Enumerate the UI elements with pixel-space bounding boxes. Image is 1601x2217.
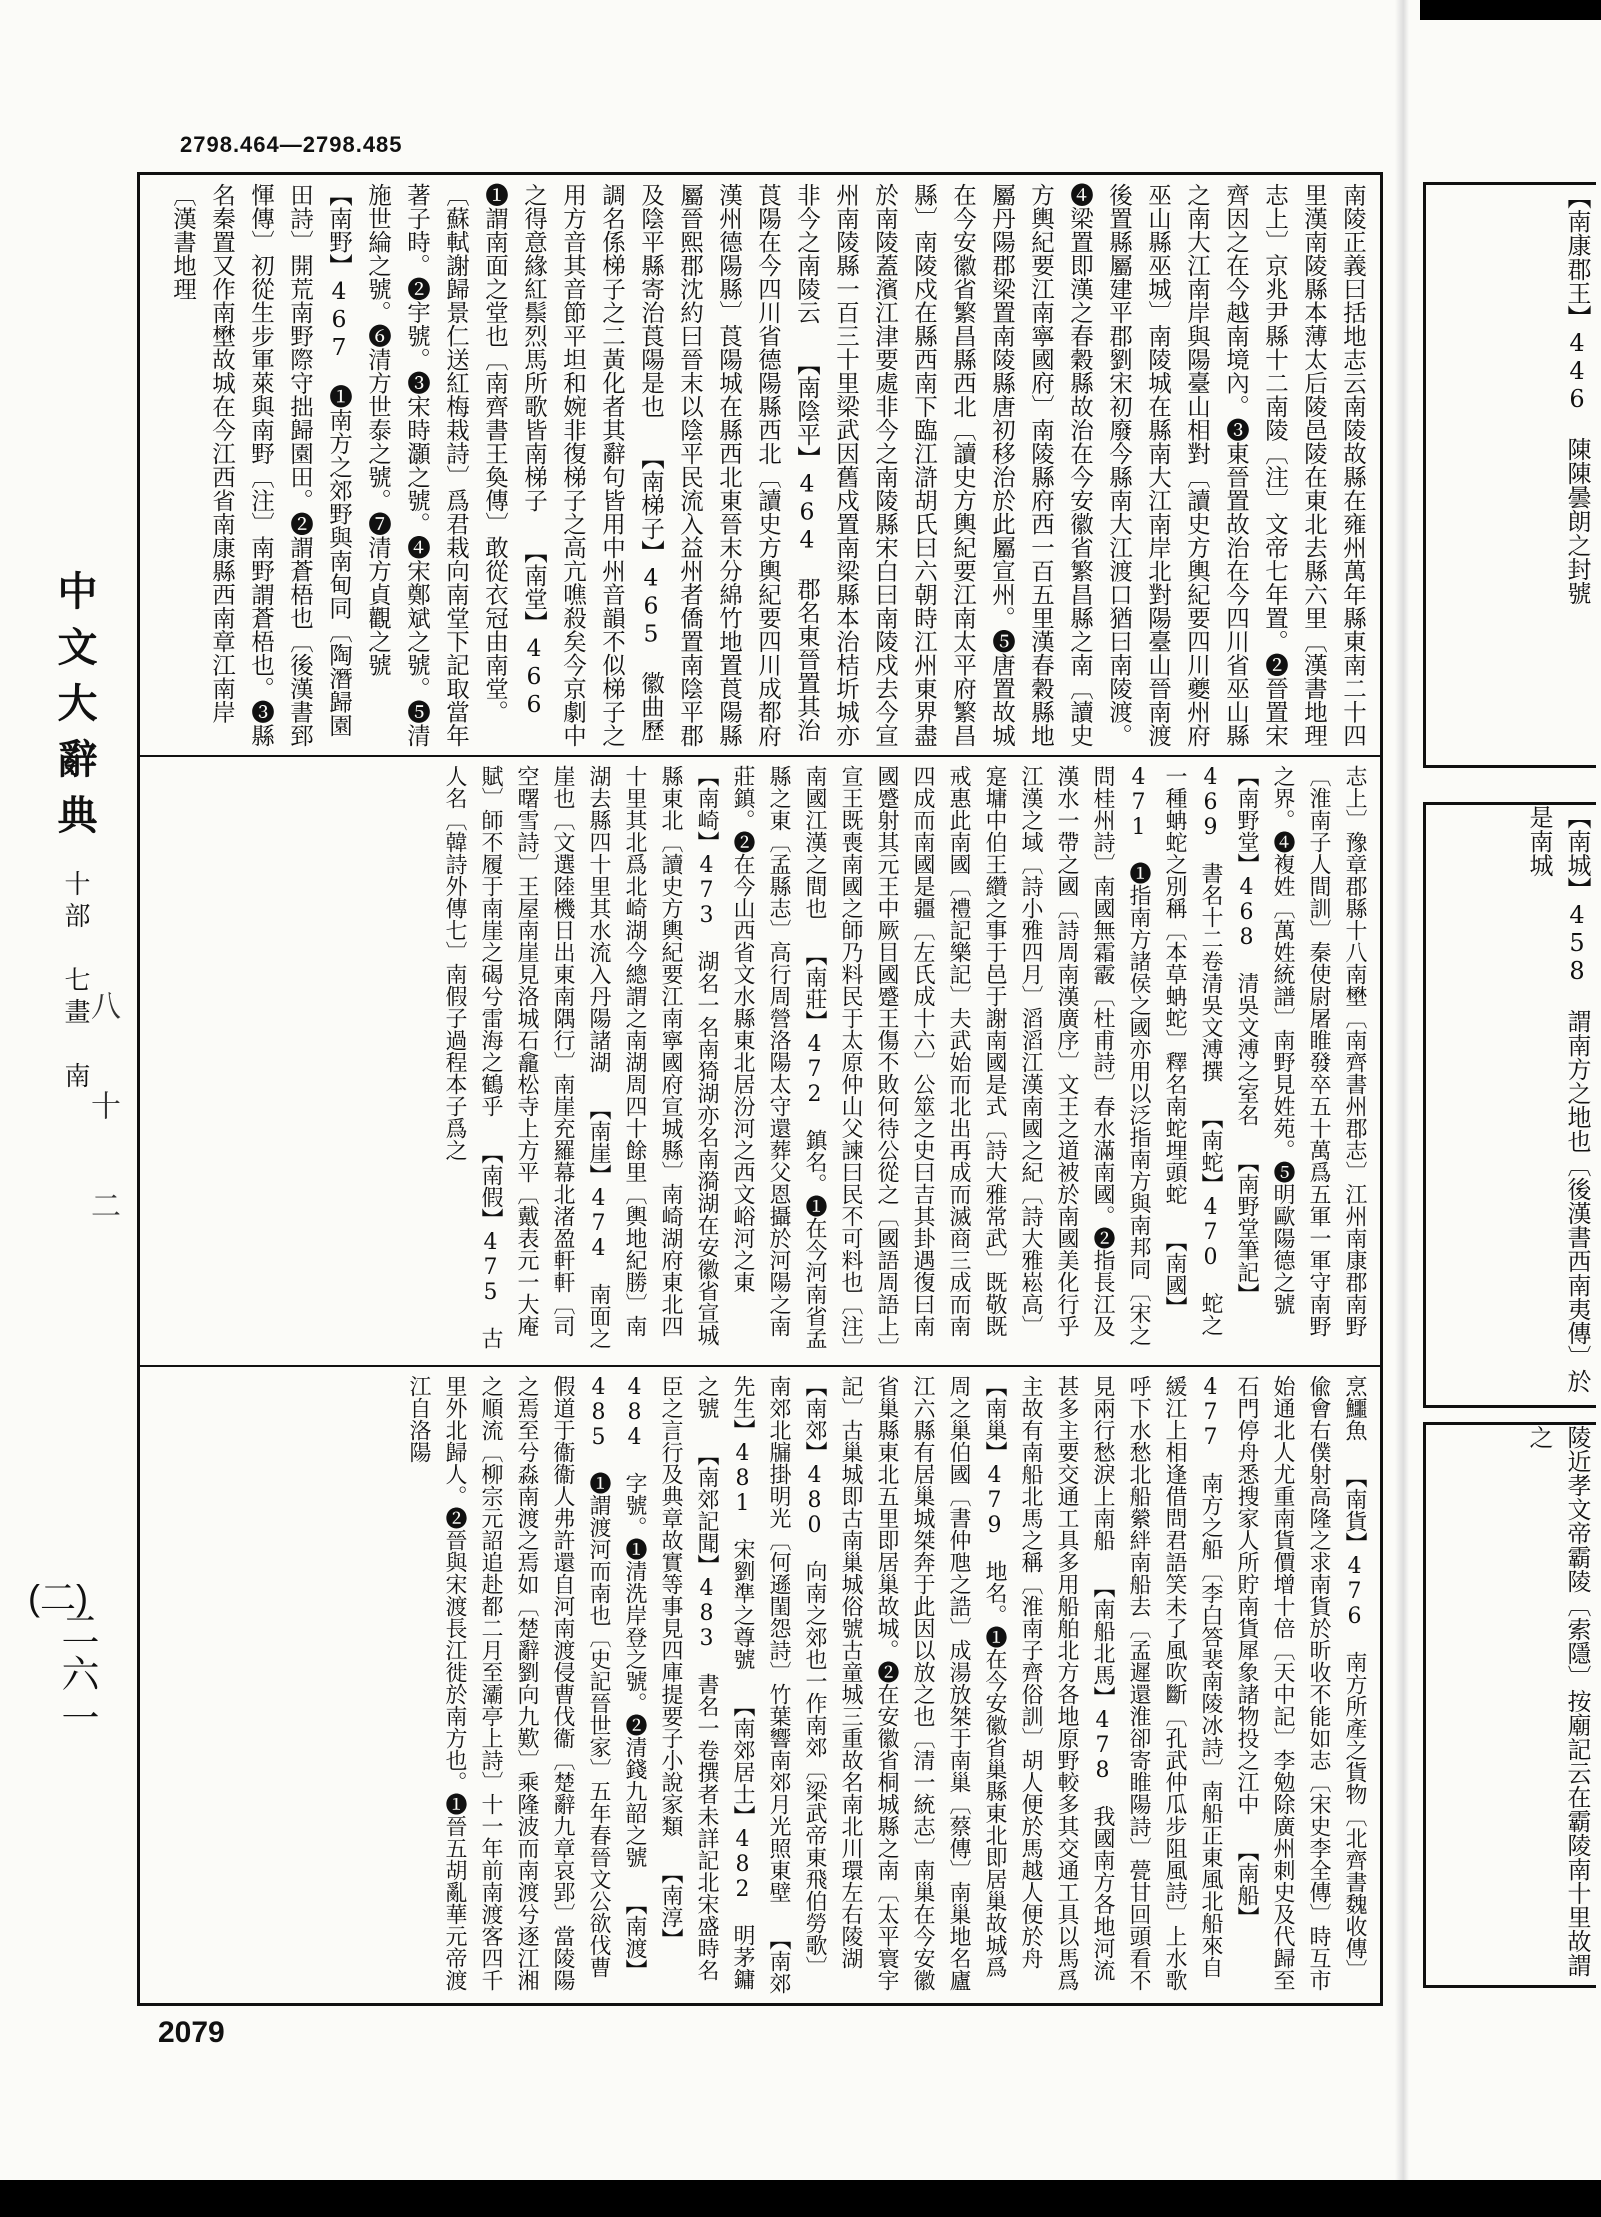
middle-block-text bbox=[148, 765, 1372, 1357]
facing-page-top bbox=[1423, 182, 1596, 768]
scan-corner-edge bbox=[1420, 0, 1601, 20]
entry-nanjiao-jiwen: 【南郊記聞】483 書名一卷撰者未詳記北宋盛時名臣之言行及典章故實等事見四庫提要子小說家類 bbox=[658, 1375, 719, 1981]
handwritten-note: 八 十 二 bbox=[85, 990, 120, 1240]
entry-nanye-cont: 志上〕豫章郡縣十八南壄〔南齊書州郡志〕江州南康郡南野〔淮南子人間訓〕秦使尉屠睢發卒五十萬爲五軍一軍守南野之界。❹複姓〔萬姓統譜〕南野見姓苑。❺明歐陽德之號 bbox=[1270, 765, 1367, 1337]
entry-nanchuan: 【南船】477 南方之船〔李白答裴南陵冰詩〕南船正東風北船來自緩江上相逢借問君語笑未了風吹斷〔孔武仲瓜步阻風詩〕上水歌呼下水愁北船縈絆南船去〔孟遲還淮卻寄睢陽詩〕甍甘回頭看不見兩行愁淚上南船 bbox=[1090, 1375, 1259, 1991]
main-text-frame bbox=[137, 172, 1383, 2006]
dictionary-title: 中文大辭典 bbox=[51, 570, 98, 850]
facing-page-middle bbox=[1423, 802, 1596, 1408]
bottom-block-text bbox=[148, 1375, 1372, 1995]
entry-nantizi: 【南梯子】465 徽曲歷調名係梯子之二黃化者其辭句皆用中州音韻不似梯子之用方音其音節平坦和婉非復梯子之高亢噍殺矣今京劇中之得意緣紅鬃烈馬所歌皆南梯子 bbox=[520, 183, 665, 747]
entry-nanjia-cont: 烹鱷魚 bbox=[1342, 1375, 1367, 1441]
entry-nanling-cont: 南陵正義曰括地志云南陵故縣在雍州萬年縣東南二十四里漢南陵縣本薄太后陵邑陵在東北去縣六里〔漢書地理志上〕京兆尹縣十二南陵〔注〕文帝七年置。❷晉置宋齊因之在今越南境內。❸東晉置故治在今四川省巫山縣之南大江南岸與陽臺山相對〔讀史方輿紀要四川夔州府巫山縣巫城〕南陵城在縣南大江南岸北對陽臺山晉南渡後置縣屬建平郡劉宋初廢今縣南大江渡口猶曰南陵渡。❹梁置即漢之春穀縣故治在今安徽省繁昌縣之南〔讀史方輿紀要江南寧國府〕南陵縣府西一百五里漢春穀縣地屬丹陽郡梁置南陵縣唐初移治於此屬宣州。❺唐置故城在今安徽省繁昌縣西北〔讀史方輿紀要江南太平府繁昌縣〕南陵戍在縣西南下臨江滸胡氏曰六朝時江州東界盡於南陵蓋濱江津要處非今之南陵縣宋白曰南陵戍去今宣州南陵縣一百三十里梁武因舊戍置南梁縣本治桔圻城亦非今之南陵云 bbox=[793, 183, 1367, 747]
entry-nanye: 【南野】467 ❶南方之郊野與南甸同〔陶潛歸園田詩〕開荒南野際守拙歸園田。❷謂蒼梧也〔後漢書郅惲傳〕初從生步軍萊與南野〔注〕南野謂蒼梧也。❸縣名秦置又作南壄故城在今江西省南康縣西南章江南岸〔漢書地理 bbox=[169, 183, 353, 747]
entry-nanyetang: 【南野堂】468 清吳文溥之室名 bbox=[1234, 765, 1259, 1126]
entry-nanjiao: 【南郊】480 向南之郊也一作南郊〔梁武帝東飛伯勞歌〕南郊北牖掛明光〔何遜閨怨詩〕竹葉響南郊月光照東壁 bbox=[766, 1375, 827, 1978]
entry-nanchuan-bema: 【南船北馬】478 我國南方各地河流甚多主要交通工具多用船舶北方各地原野較多其交通工具以馬爲主故有南船北馬之稱〔淮南子齊俗訓〕胡人便於馬越人便於舟 bbox=[1018, 1375, 1115, 1991]
entry-nanjiao-xiansheng: 【南郊先生】481 宋劉準之尊號 bbox=[730, 1375, 791, 1994]
facing-entry-continuation: 陵近孝文帝霸陵〔索隱〕按廟記云在霸陵南十里故謂之 bbox=[1525, 1425, 1591, 1977]
radical-stroke-label: 十部 七畫 南 bbox=[60, 870, 90, 1094]
entry-nanya: 【南崖】474 南面之崖也〔文選陸機日出東南隅行〕南崖充羅幕北渚盈軒軒〔司空曙雪詩〕王屋南崖見洛城石龕松寺上方平〔戴表元一大庵賦〕師不履于南崖之碣兮雷海之鶴乎 bbox=[478, 765, 611, 1349]
page-number: 2079 bbox=[158, 2016, 225, 2049]
entry-nanyetang-biji: 【南野堂筆記】469 書名十二卷清吳文溥撰 bbox=[1198, 765, 1259, 1305]
entry-nanjia: 【南假】475 古人名〔韓詩外傳七〕南假子過程本子爲之 bbox=[442, 765, 503, 1349]
facing-page-bottom bbox=[1423, 1422, 1596, 1988]
entry-nanchun: 【南淳】484 字號。❶清洗岸登之號。❷清錢九韶之號 bbox=[622, 1375, 683, 1950]
facing-entry-nankang-junwang: 【南康郡王】446 陳陳曇朗之封號 bbox=[1563, 185, 1591, 605]
page-fold-shadow bbox=[1395, 0, 1409, 2217]
facing-entry-nancheng: 【南城】458 謂南方之地也〔後漢書西南夷傳〕於是南城 bbox=[1525, 805, 1591, 1393]
entry-nanyinping: 【南陰平】464 郡名東晉置其治莨陽在今四川省德陽縣西北〔讀史方輿紀要四川成都府漢州德陽縣〕莨陽城在縣西北東晉末分綿竹地置莨陽縣屬晉熙郡沈約曰晉末以陰平民流入益州者僑置南陰平郡及陰平縣寄治莨陽是也 bbox=[637, 183, 821, 747]
entry-nanguo: 【南國】471 ❶指南方諸侯之國亦用以泛指南方與南邦同〔宋之問桂州詩〕南國無霜霰〔杜甫詩〕春水滿南國。❷指長江及漢水一帶之國〔詩周南漢廣序〕文王之道被於南國美化行乎江漢之域〔詩小雅四月〕滔滔江漢南國之紀〔詩大雅崧高〕寔墉中伯王纘之事于邑于謝南國是式〔詩大雅常武〕既敬既戒惠此南國〔禮記樂記〕夫武始而北出再成而滅商三成而南四成而南國是疆〔左氏成十六〕公筮之史曰吉其卦遇復曰南國蹙射其元王中厥目國蹙王傷不敗何待公從之〔國語周語上〕宣王既喪南國之師乃料民于太原仲山父諫曰民不可料也〔注〕南國江漢之間也 bbox=[802, 765, 1187, 1348]
entry-nanqi: 【南崎】473 湖名一名南猗湖亦名南漪湖在安徽省宣城縣東北〔讀史方輿紀要江南寧國府宣城縣〕南崎湖府東北四十里其北爲北崎湖今總謂之南湖周四十餘里〔輿地紀勝〕南湖去縣四十里其水流入丹陽諸湖 bbox=[586, 765, 719, 1346]
handwritten-volume-mark: (二) bbox=[28, 1577, 88, 1618]
scan-bottom-edge bbox=[0, 2180, 1601, 2217]
entry-nanzhuang: 【南莊】472 鎮名。❶在今河南省孟縣之東〔孟縣志〕高行周營洛陽太守還葬父恩攝於河陽之南莊鎮。❷在今山西省文水縣東北居汾河之西文峪河之東 bbox=[730, 765, 827, 1349]
top-block bbox=[140, 175, 1380, 755]
entry-nanjiao-jushi: 【南郊居士】482 明茅鏞之號 bbox=[694, 1375, 755, 1990]
entry-nandu: 【南渡】485 ❶謂渡河而南也〔史記晉世家〕五年春晉文公欲伐曹假道于衞衞人弗許還自河南渡侵曹伐衞〔楚辭九章哀郢〕當陵陽之焉至兮淼南渡之焉如〔楚辭劉向九歎〕乘隆波而南渡兮逐江湘之順流〔柳宗元詔追赴都二月至灞亭上詩〕十一年前南渡客四千里外北歸人。❷晉與宋渡長江徙於南方也。❶晉五胡亂華元帝渡江自洛陽 bbox=[406, 1375, 647, 1991]
volume-number: 二六一 bbox=[55, 1610, 99, 1742]
entry-nantang: 【南堂】466 ❶謂南面之堂也〔南齊書王奐傳〕敢從衣冠由南堂。〔蘇軾謝歸景仁送紅梅栽詩〕爲君栽向南堂下記取當年著子時。❷宇號。❸宋時灝之號。❹宋鄭斌之號。❺清施世綸之號。❻清方世泰之號。❼清方貞觀之號 bbox=[364, 183, 548, 747]
entry-nanshe: 【南蛇】470 蛇之一種蚺蛇之別稱〔本草蚺蛇〕釋名南蛇埋頭蛇 bbox=[1162, 765, 1223, 1336]
bottom-block bbox=[140, 1367, 1380, 2003]
entry-nanchao: 【南巢】479 地名。❶在今安徽省巢縣東北即居巢故城爲周之巢伯國〔書仲虺之誥〕成湯放桀于南巢〔蔡傳〕南巢地名廬江六縣有居巢城桀奔于此因以放之也〔清一統志〕南巢在今安徽省巢縣東北五里即居巢故城。❷在安徽省桐城縣之南〔太平寰宇記〕古巢城即古南巢城俗號古童城三重故名南北川環左右陵湖 bbox=[838, 1375, 1007, 1991]
facing-page-strip bbox=[1415, 182, 1601, 2012]
entry-nanhuo: 【南貨】476 南方所產之貨物〔北齊書魏收傳〕偸會右僕射高隆之求南貨於昕收不能如志〔宋史李全傳〕時互市始通北人尤重南貨價增十倍〔天中記〕李勉除廣州刺史及代歸至石門停舟悉搜家人所貯南貨犀象諸物投之江中 bbox=[1234, 1375, 1367, 1991]
middle-block bbox=[140, 757, 1380, 1365]
page-code: 2798.464—2798.485 bbox=[180, 132, 403, 157]
top-block-text bbox=[148, 183, 1372, 747]
